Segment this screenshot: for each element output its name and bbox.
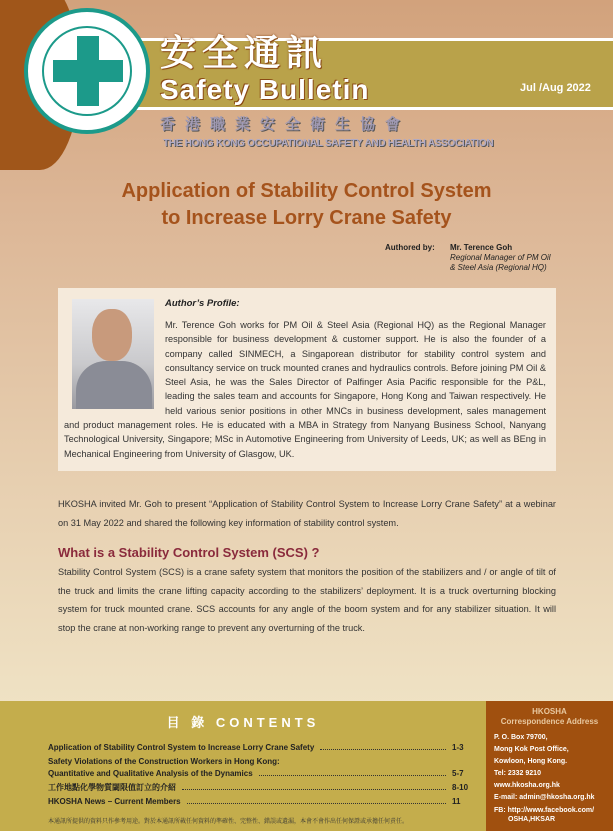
author-role: Regional Manager of PM Oil — [450, 253, 551, 262]
contents-title: 目 錄 CONTENTS — [166, 715, 320, 730]
toc-pages: 1-3 — [452, 743, 464, 752]
address-panel — [486, 701, 613, 831]
toc-item[interactable] — [48, 755, 468, 779]
bulletin-title-zh: 安全通訊 — [160, 33, 329, 74]
bulletin-title-en: Safety Bulletin — [160, 74, 370, 105]
address-heading: HKOSHA — [532, 707, 567, 716]
author-profile-box — [58, 288, 556, 471]
authored-by-label: Authored by: — [385, 243, 435, 252]
website-link[interactable]: www.hkosha.org.hk — [494, 782, 560, 789]
toc-item[interactable] — [48, 781, 468, 793]
section-heading: What is a Stability Control System (SCS) ? — [58, 544, 320, 560]
article-body — [58, 288, 556, 638]
title-line-1: Application of Stability Control System — [121, 180, 492, 202]
author-name: Mr. Terence Goh — [450, 243, 513, 252]
phone: Tel: 2332 9210 — [494, 770, 541, 777]
intro-paragraph: HKOSHA invited Mr. Goh to present “Application of Stability Control System to Increase Lorry Crane Safety” at a webinar on 31 May 2022 and shared the following key information of stability control system. — [58, 498, 556, 528]
toc-pages: 11 — [452, 797, 461, 806]
facebook-link-2[interactable]: OSHA,HKSAR — [508, 816, 556, 823]
toc-pages: 5-7 — [452, 769, 464, 778]
toc-title: Application of Stability Control System to Increase Lorry Crane Safety — [48, 743, 315, 752]
disclaimer: 本通訊所提供的資料只作參考用途。對於本通訊所載任何資料的準確性、完整性、錯誤或遺漏，本會不會作出任何保證或承擔任何責任。 — [48, 819, 409, 825]
profile-heading: Author’s Profile: — [165, 298, 240, 309]
address-line: P. O. Box 79700, — [494, 734, 548, 741]
toc-item[interactable] — [48, 795, 468, 807]
issue-date: Jul /Aug 2022 — [520, 82, 591, 94]
author-role-2: & Steel Asia (Regional HQ) — [450, 263, 547, 272]
toc-title-2: Quantitative and Qualitative Analysis of the Dynamics — [48, 769, 253, 778]
toc-title: 工作地點化學物質閾限值訂立的介紹 — [48, 783, 176, 792]
association-name-zh: 香港職業安全衛生協會 — [160, 116, 411, 133]
article-title — [0, 178, 613, 232]
contents-panel — [0, 701, 486, 831]
profile-text: Mr. Terence Goh works for PM Oil & Steel Asia (Regional HQ) as the Regional Manager responsible for business development & customer support. He is also the founder of a company called SINMECH, a Singaporean distributor for stability control system and consultancy service on truck mounted cranes and hydraulics controls. Before joining PM Oil & Steel Asia, he was the Sales Director of Palfinger Asia Pacific responsible for the P&L, leading the sales team and accounts for Singapore, Hong Kong and Taiwan respectively. He held various senior positions in other MNCs in business development, sales management and product management roles. He is educated with a MBA in Strategy from Nanyang Business School, Nanyang Technological University, Singapore; MSc in Automotive Engineering from University of Leeds, UK; as well as BEng in Mechanical Engineering from University of Glasgow, UK. — [64, 320, 546, 459]
masthead — [0, 0, 613, 160]
address-line: Mong Kok Post Office, — [494, 746, 569, 753]
toc-item[interactable] — [48, 741, 468, 753]
section-paragraph: Stability Control System (SCS) is a crane safety system that monitors the position of the stabilizers and / or angle of tilt of the truck and limits the crane lifting capacity according to the stabilizers’ deployment. It is a truck overturning blocking system for truck mounted crane. SCS accounts for any angle of the boom system and for any stabilizer situation. It will stop the crane at non-working range to prevent any overturning of the truck. — [58, 566, 556, 634]
toc-title: Safety Violations of the Construction Workers in Hong Kong: — [48, 757, 280, 766]
toc-title: HKOSHA News – Current Members — [48, 797, 181, 806]
contents-list — [48, 741, 468, 809]
address-subheading: Correspondence Address — [500, 717, 599, 726]
email-link[interactable]: E-mail: admin@hkosha.org.hk — [494, 794, 595, 801]
facebook-link[interactable]: FB: http://www.facebook.com/ — [494, 807, 595, 814]
toc-pages: 8-10 — [452, 783, 469, 792]
title-line-2: to Increase Lorry Crane Safety — [161, 207, 452, 229]
address-line: Kowloon, Hong Kong. — [494, 758, 568, 765]
author-photo — [72, 299, 154, 409]
hkosha-logo — [24, 8, 150, 134]
association-name-en: THE HONG KONG OCCUPATIONAL SAFETY AND HEALTH ASSOCIATION — [163, 138, 494, 149]
byline — [385, 243, 605, 273]
